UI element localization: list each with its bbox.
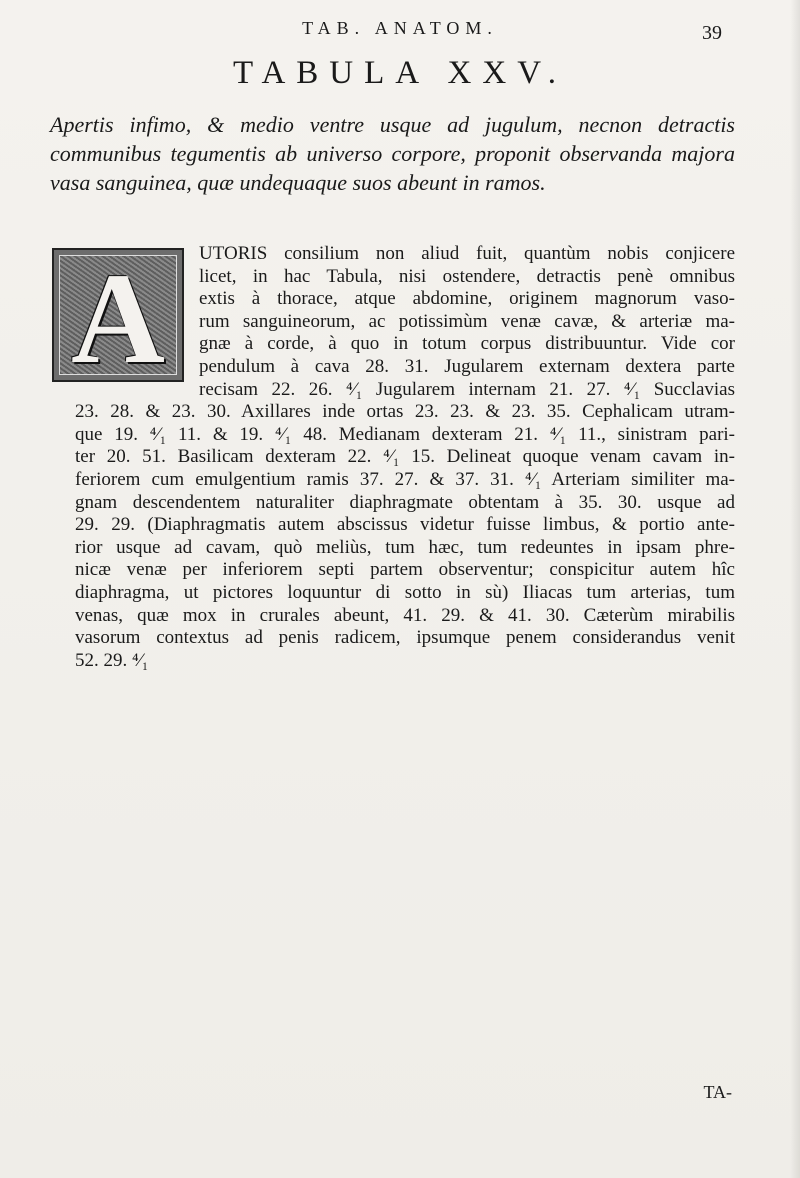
plate-summary: Apertis infimo, & medio ventre usque ad jugulum, necnon detractis communibus tegumentis ab universo corpore, proponit observanda majora vasa sanguinea, quæ undequaque suos abeunt in ramos. — [50, 112, 735, 195]
catchword: TA- — [703, 1082, 732, 1102]
body-line: diaphragma, ut pictores loquuntur di sotto in sù) Iliacas tum arterias, tum — [75, 581, 735, 603]
body-line: que 19. ⁴⁄₁ 11. & 19. ⁴⁄₁ 48. Medianam dexteram 21. ⁴⁄₁ 11., sinistram pari- — [75, 423, 735, 445]
body-line: extis à thorace, atque abdomine, originem magnorum vaso- — [199, 288, 735, 310]
body-line: gnæ à corde, à quo in totum corpus distribuuntur. Vide cor — [199, 333, 735, 355]
body-line: pendulum à cava 28. 31. Jugularem externam dextera parte — [199, 355, 735, 377]
page-number: 39 — [702, 22, 722, 44]
body-line: ter 20. 51. Basilicam dexteram 22. ⁴⁄₁ 15. Delineat quoque venam cavam in- — [75, 446, 735, 468]
body-line: venas, quæ mox in crurales abeunt, 41. 29. & 41. 30. Cæterùm mirabilis — [75, 604, 735, 626]
body-line: 23. 28. & 23. 30. Axillares inde ortas 23. 23. & 23. 35. Cephalicam utram- — [75, 401, 735, 423]
body-text — [75, 243, 735, 672]
initial-letter: A — [71, 248, 165, 382]
body-line: rior usque ad cavam, quò meliùs, tum hæc, tum redeuntes in ipsam phre- — [75, 536, 735, 558]
body-line: nicæ venæ per inferiorem septi partem observentur; conspicitur autem hîc — [75, 559, 735, 581]
page-edge-shadow — [790, 0, 800, 1178]
body-line: recisam 22. 26. ⁴⁄₁ Jugularem internam 21. 27. ⁴⁄₁ Succlavias — [199, 378, 735, 400]
body-line: vasorum contextus ad penis radicem, ipsumque penem considerandus venit — [75, 627, 735, 649]
body-line: 52. 29. ⁴⁄₁ — [75, 649, 149, 671]
plate-title: TABULA XXV. — [232, 55, 568, 91]
body-line: UTORIS consilium non aliud fuit, quantùm nobis conjicere — [199, 243, 735, 264]
body-line: rum sanguineorum, ac potissimùm venæ cavæ, & arteriæ ma- — [199, 310, 735, 332]
running-head: TAB. ANATOM. — [302, 18, 498, 38]
body-line: 29. 29. (Diaphragmatis autem abscissus videtur fuisse limbus, & portio ante- — [75, 514, 735, 536]
body-line: licet, in hac Tabula, nisi ostendere, detractis penè omnibus — [199, 265, 735, 287]
body-line: gnam descendentem naturaliter diaphragmate obtentam à 35. 30. usque ad — [75, 491, 735, 513]
body-line: feriorem cum emulgentium ramis 37. 27. & 37. 31. ⁴⁄₁ Arteriam similiter ma- — [75, 468, 735, 490]
